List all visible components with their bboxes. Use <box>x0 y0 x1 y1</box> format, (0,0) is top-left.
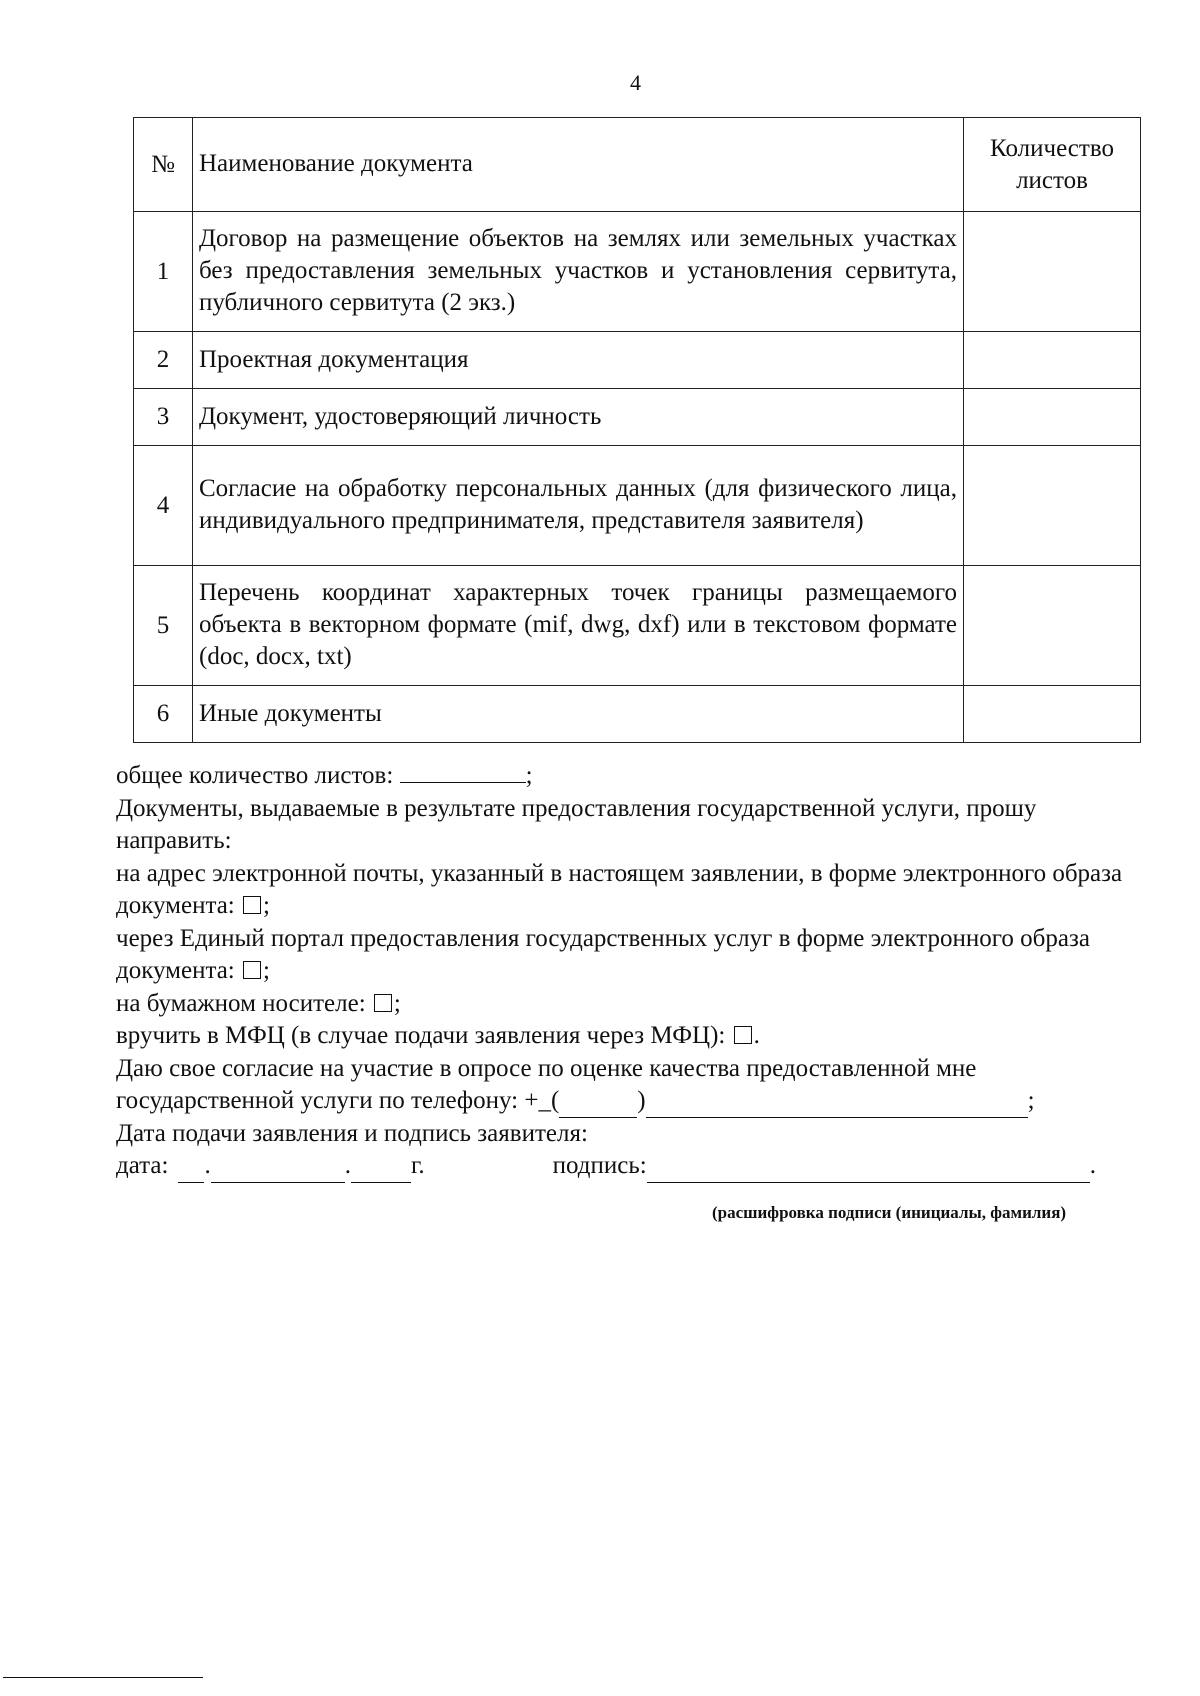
option-paper <box>116 988 1146 1021</box>
day-blank[interactable] <box>178 1160 204 1183</box>
application-text <box>116 760 1146 1183</box>
option-email-semicolon: ; <box>263 892 270 919</box>
option-paper-label: на бумажном носителе: <box>116 989 366 1017</box>
date-sign-line <box>116 1150 1146 1183</box>
row-sheet-count <box>964 446 1141 566</box>
year-suffix: г. <box>410 1152 425 1179</box>
total-sheets-semicolon: ; <box>525 762 533 789</box>
signature-caption: (расшифровка подписи (инициалы, фамилия) <box>712 1203 1067 1222</box>
signature-period: . <box>1089 1152 1096 1179</box>
page-number: 4 <box>630 70 641 95</box>
signature-blank[interactable] <box>647 1160 1090 1183</box>
row-number: 6 <box>134 686 193 743</box>
documents-issued-text: Документы, выдаваемые в результате предоставления государственной услуги, прошу направить: <box>116 794 1037 854</box>
date-sign-heading: Дата подачи заявления и подпись заявителя: <box>116 1119 588 1147</box>
paper-checkbox[interactable] <box>374 994 392 1012</box>
option-mfc-label: вручить в МФЦ (в случае подачи заявления через МФЦ): <box>116 1022 726 1049</box>
table-header-row <box>134 118 1141 212</box>
phone-semicolon: ; <box>1027 1087 1035 1114</box>
row-number: 3 <box>134 389 193 446</box>
date-label: дата: <box>116 1152 169 1179</box>
row-document-name: Перечень координат характерных точек границы размещаемого объекта в векторном формате (mif, dwg, dxf) или в текстовом формате (doc, docx, txt) <box>193 566 964 686</box>
row-document-name: Согласие на обработку персональных данных (для физического лица, индивидуального предпринимателя, представителя заявителя) <box>193 446 964 566</box>
table-row <box>134 212 1141 332</box>
row-sheet-count <box>964 332 1141 389</box>
row-document-name: Проектная документация <box>193 332 964 389</box>
year-blank[interactable] <box>351 1160 411 1183</box>
option-mfc-period: . <box>753 1022 760 1049</box>
row-number: 2 <box>134 332 193 389</box>
header-document-name: Наименование документа <box>193 118 964 212</box>
option-paper-semicolon: ; <box>393 989 401 1017</box>
documents-table <box>133 117 1141 743</box>
date-separator: . <box>204 1152 211 1179</box>
row-document-name: Иные документы <box>193 686 964 743</box>
row-number: 4 <box>134 446 193 566</box>
consent-phone-label: государственной услуги по телефону: +_( <box>116 1087 560 1114</box>
row-sheet-count <box>964 566 1141 686</box>
date-separator: . <box>344 1152 351 1179</box>
table-row <box>134 389 1141 446</box>
row-sheet-count <box>964 389 1141 446</box>
total-sheets-label: общее количество листов: <box>116 762 394 789</box>
table-row <box>134 686 1141 743</box>
table-row <box>134 332 1141 389</box>
table-row <box>134 446 1141 566</box>
mfc-checkbox[interactable] <box>734 1026 752 1044</box>
footnote-divider <box>3 1677 203 1678</box>
row-sheet-count <box>964 686 1141 743</box>
option-portal-semicolon: ; <box>263 957 270 984</box>
email-checkbox[interactable] <box>243 896 261 914</box>
row-number: 5 <box>134 566 193 686</box>
consent-line: Даю свое согласие на участие в опросе по оценке качества предоставленной мне <box>116 1054 977 1082</box>
option-email-label: на адрес электронной почты, указанный в настоящем заявлении, в форме электронного образа документа: <box>116 859 1123 919</box>
header-sheet-count: Количество листов <box>964 118 1141 212</box>
option-mfc <box>116 1020 1146 1053</box>
month-blank[interactable] <box>211 1160 345 1183</box>
phone-line <box>116 1085 1146 1118</box>
total-sheets-line <box>116 760 1146 793</box>
header-number: № <box>134 118 193 212</box>
portal-checkbox[interactable] <box>243 961 261 979</box>
row-document-name: Договор на размещение объектов на землях или земельных участках без предоставления земельных участков и установления сервитута, публичного сервитута (2 экз.) <box>193 212 964 332</box>
signature-label: подпись: <box>552 1152 647 1179</box>
option-portal-label: через Единый портал предоставления государственных услуг в форме электронного образа документа: <box>116 924 1090 984</box>
total-sheets-blank[interactable] <box>400 760 526 783</box>
table-row <box>134 566 1141 686</box>
option-portal <box>116 923 1146 988</box>
phone-close-paren: ) <box>637 1087 646 1114</box>
option-email <box>116 858 1146 923</box>
phone-code-blank[interactable] <box>559 1095 637 1118</box>
phone-number-blank[interactable] <box>646 1095 1028 1118</box>
row-sheet-count <box>964 212 1141 332</box>
row-document-name: Документ, удостоверяющий личность <box>193 389 964 446</box>
row-number: 1 <box>134 212 193 332</box>
